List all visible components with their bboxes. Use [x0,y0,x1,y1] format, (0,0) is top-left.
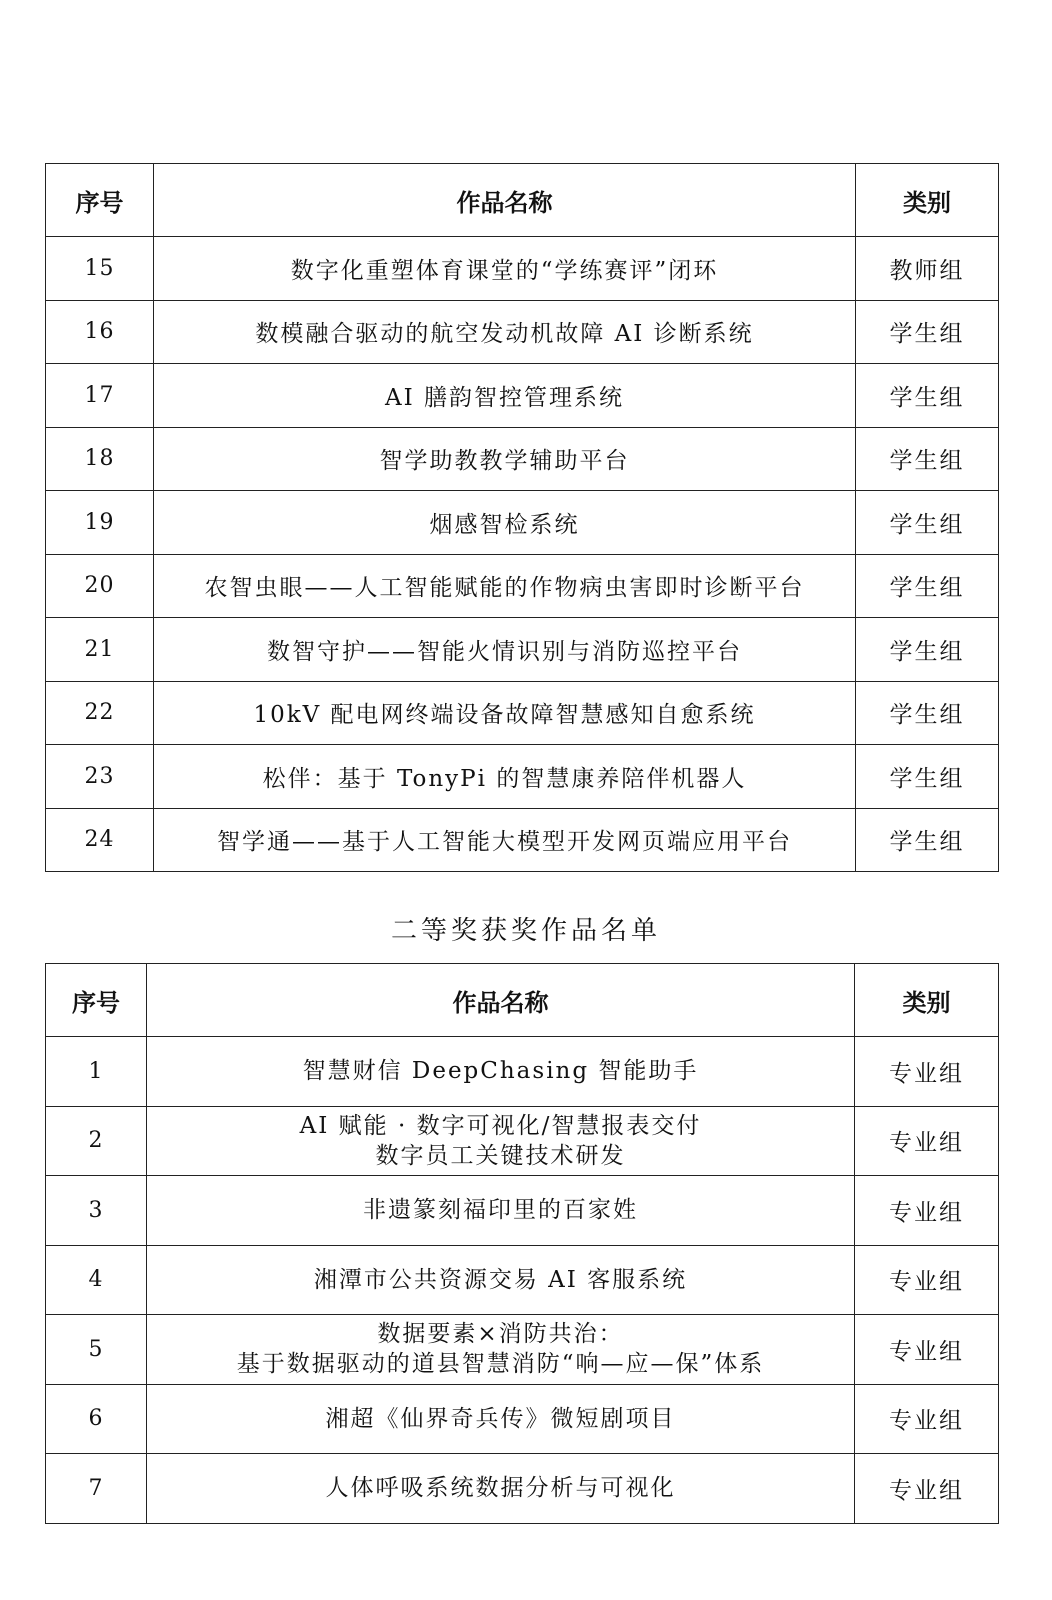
row-category: 学生组 [856,681,999,745]
table-header-row [46,964,999,1037]
row-name-line1: 湘潭市公共资源交易 AI 客服系统 [313,1266,688,1293]
row-category: 专业组 [855,1454,999,1524]
table-row [46,1176,999,1246]
row-index: 21 [46,618,154,682]
table-row [46,364,999,428]
table-row [46,618,999,682]
row-name: 农智虫眼——人工智能赋能的作物病虫害即时诊断平台 [154,554,856,618]
row-index: 24 [46,808,154,872]
row-name: 智学通——基于人工智能大模型开发网页端应用平台 [154,808,856,872]
row-category: 学生组 [856,618,999,682]
row-name-line1: 非遗篆刻福印里的百家姓 [363,1197,638,1224]
row-name: 数模融合驱动的航空发动机故障 AI 诊断系统 [154,300,856,364]
row-index: 22 [46,681,154,745]
row-category: 学生组 [856,300,999,364]
row-name-line2: 数字员工关键技术研发 [375,1142,626,1169]
table-row [46,1384,999,1454]
row-category: 专业组 [855,1176,999,1246]
row-index: 1 [46,1037,147,1107]
table-header-row [46,164,999,237]
table-row [46,427,999,491]
row-category: 专业组 [855,1245,999,1315]
second-award-table [45,963,999,1524]
header-category: 类别 [855,964,999,1037]
row-category: 专业组 [855,1315,999,1385]
table-row [46,1315,999,1385]
row-name [147,1315,855,1385]
row-category: 学生组 [856,745,999,809]
row-index: 23 [46,745,154,809]
row-index: 20 [46,554,154,618]
row-category: 学生组 [856,554,999,618]
row-name-line2: 基于数据驱动的道县智慧消防“响—应—保”体系 [236,1351,765,1378]
row-category: 学生组 [856,427,999,491]
row-index: 19 [46,491,154,555]
row-index: 3 [46,1176,147,1246]
table-row [46,491,999,555]
table-row [46,1245,999,1315]
row-index: 4 [46,1245,147,1315]
row-index: 17 [46,364,154,428]
table-row [46,681,999,745]
row-category: 专业组 [855,1037,999,1107]
row-category: 专业组 [855,1106,999,1176]
row-name: 松伴：基于 TonyPi 的智慧康养陪伴机器人 [154,745,856,809]
row-category: 学生组 [856,491,999,555]
header-index: 序号 [46,164,154,237]
row-category: 教师组 [856,237,999,301]
table-row [46,1037,999,1107]
row-name [147,1384,855,1454]
row-category: 专业组 [855,1384,999,1454]
table-row [46,745,999,809]
table-row [46,554,999,618]
header-name: 作品名称 [154,164,856,237]
row-index: 5 [46,1315,147,1385]
row-category: 学生组 [856,808,999,872]
table-row [46,300,999,364]
row-index: 15 [46,237,154,301]
table-row [46,1106,999,1176]
row-category: 学生组 [856,364,999,428]
row-name [147,1176,855,1246]
row-name-line1: 智慧财信 DeepChasing 智能助手 [302,1058,699,1085]
table-row [46,237,999,301]
row-name: 智学助教教学辅助平台 [154,427,856,491]
row-name-line1: 数据要素×消防共治： [377,1321,624,1348]
row-name: 10kV 配电网终端设备故障智慧感知自愈系统 [154,681,856,745]
row-name: 数智守护——智能火情识别与消防巡控平台 [154,618,856,682]
header-name: 作品名称 [147,964,855,1037]
row-name [147,1106,855,1176]
row-name-line1: 人体呼吸系统数据分析与可视化 [325,1475,676,1502]
table-row [46,808,999,872]
row-name-line1: AI 赋能 · 数字可视化/智慧报表交付 [299,1112,702,1139]
row-index: 16 [46,300,154,364]
row-name [147,1245,855,1315]
row-index: 6 [46,1384,147,1454]
row-index: 18 [46,427,154,491]
row-name [147,1454,855,1524]
header-index: 序号 [46,964,147,1037]
row-index: 2 [46,1106,147,1176]
section-title: 二等奖获奖作品名单 [390,916,661,946]
first-award-table [45,163,999,872]
row-name: AI 膳韵智控管理系统 [154,364,856,428]
row-name [147,1037,855,1107]
row-name: 数字化重塑体育课堂的“学练赛评”闭环 [154,237,856,301]
row-index: 7 [46,1454,147,1524]
row-name: 烟感智检系统 [154,491,856,555]
header-category: 类别 [856,164,999,237]
row-name-line1: 湘超《仙界奇兵传》微短剧项目 [325,1405,676,1432]
table-row [46,1454,999,1524]
